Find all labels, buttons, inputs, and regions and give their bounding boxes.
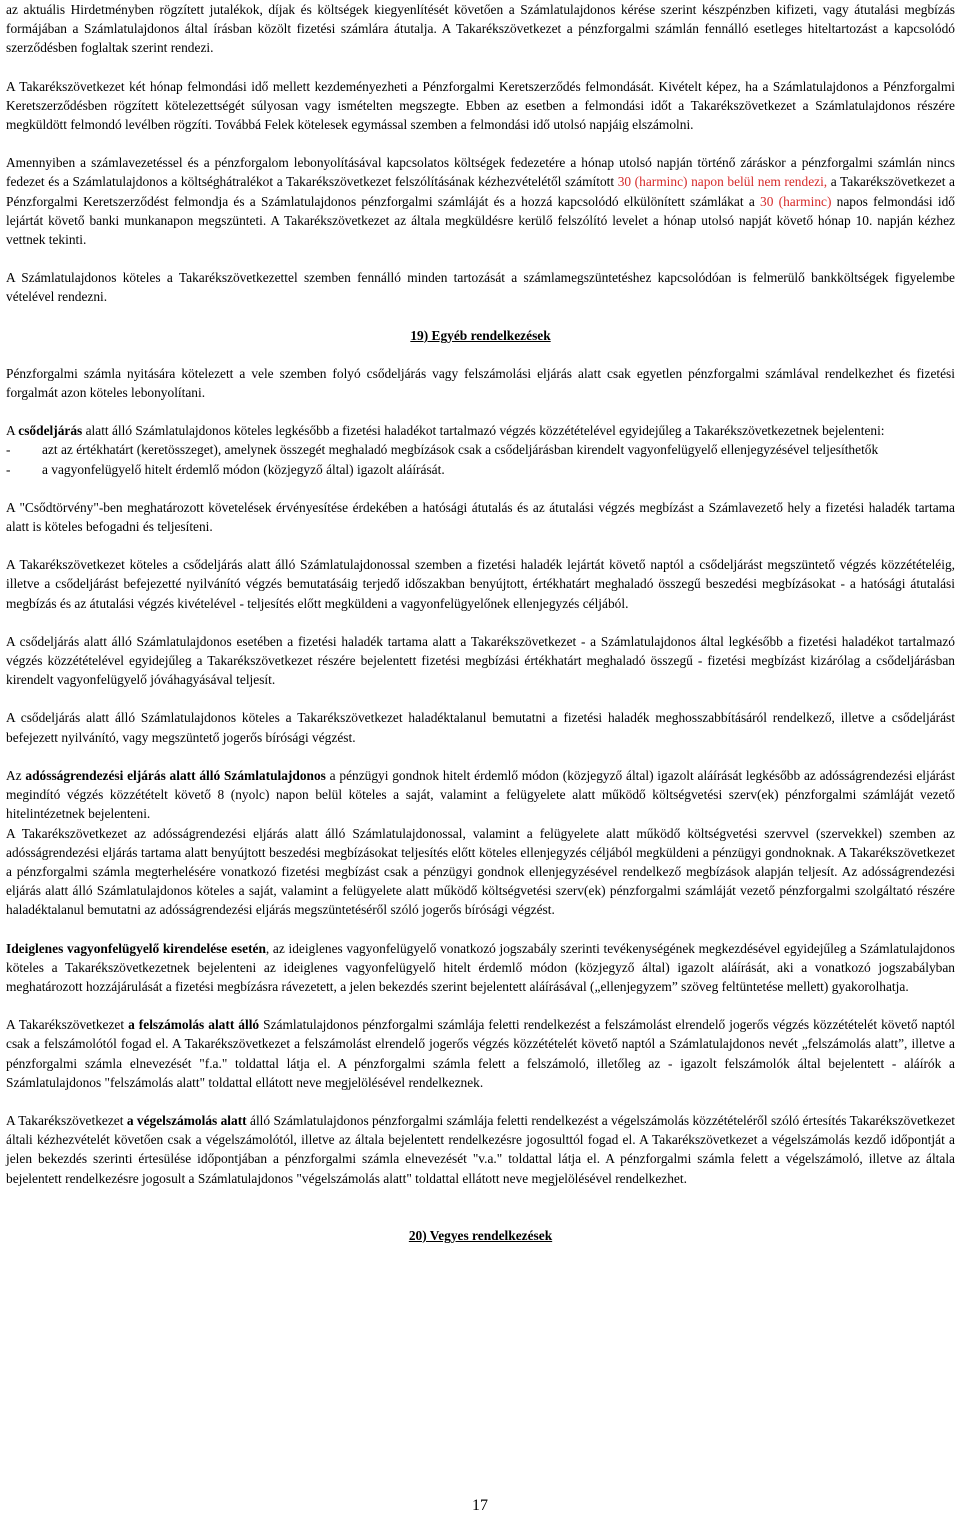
paragraph [6, 421, 955, 440]
document-page [6, 0, 955, 1264]
bullet-dash: - [6, 461, 11, 477]
list-item-text: azt az értékhatárt (keretösszeget), amelynek összegét meghaladó megbízások csak a csődeljárásban kirendelt vagyonfelügyelő ellenjegyzésével teljesíthetők [42, 442, 879, 458]
text-run: A Takarékszövetkezet [6, 1112, 127, 1128]
bold-term: Ideiglenes vagyonfelügyelő kirendelése esetén [6, 940, 266, 956]
text-run: Amennyiben a számlavezetéssel és a pénzforgalom lebonyolításával kapcsolatos költségek fedezetére a hónap utolsó napján történő záráskor a pénzforgalmi számlán nincs fedezet és a Számlatulajdonos a költséghátralékot a Takarékszövetkezet felszólításának kézhezvételétől számított [6, 155, 955, 190]
paragraph: A Takarékszövetkezet köteles a csődeljárás alatt álló Számlatulajdonossal szemben a fizetési haladék lejártát követő naptól a csődeljárást megszüntető végzés közzétételéig, illetve a csődeljárást befejezetté nyilvánító végzés bemutatásáig terjedő időszakban benyújtott, értékhatárt meghaladó összegű beszedési megbízásokat - a hatósági átutalási megbízás és az átutalási végzés kivételével - teljesítés előtt megküldeni a vagyonfelügyelőnek ellenjegyzés céljából. [6, 557, 955, 611]
bold-term: a végelszámolás alatt [126, 1112, 247, 1128]
paragraph [6, 1015, 955, 1092]
paragraph: A Takarékszövetkezet az adósságrendezési eljárás alatt álló Számlatulajdonossal, valamint a felügyelete alatt működő költségvetési szervvel (szervekkel) szemben az adósságrendezési eljárás tartama alatt benyújtott beszedési megbízásokat teljesítés előtt köteles ellenjegyzés céljából megküldeni a pénzügyi gondnoknak. A Takarékszövetkezet a pénzforgalmi számla megterhelésére vonatkozó fizetési megbízást csak a pénzügyi gondnok ellenjegyzésével rendelkező megbízások alapján teljesít. Az adósságrendezési eljárás alatt álló Számlatulajdonos köteles a saját, valamint a felügyelete alatt működő költségvetési szerv(ek) pénzforgalmi számláját vezető pénzforgalmi szolgáltató részére haladéktalanul bemutatni az adósságrendezési eljárás megszüntetéséről szóló jogerős bírósági végzést. [6, 825, 955, 918]
text-run: álló Számlatulajdonos pénzforgalmi számlája feletti rendelkezést a végelszámolás közzétételéről szóló értesítés Takarékszövetkezet általi kézhezvételét követően csak a végelszámolótól, illetve az általa bejelentett rendelkezésre jogosulttól fogad el. A Takarékszövetkezet a végelszámolás kezdő időpontját a jelen bekezdés szerinti értesülése időpontjában a pénzforgalmi számla elnevezését "v.a." toldattal látja el. A pénzforgalmi számla felett a végelszámoló, illetve az általa bejelentett rendelkezésre jogosult a Számlatulajdonos "végelszámolás alatt" toldattal ellátott neve megjelölésével rendelkezhet. [6, 1112, 955, 1186]
paragraph: az aktuális Hirdetményben rögzített jutalékok, díjak és költségek kiegyenlítését követően a Számlatulajdonos kérése szerint készpénzben kifizeti, vagy átutalási megbízás formájában a Számlatulajdonos által írásban közölt fizetési számlára átutalja. A Takarékszövetkezet a pénzforgalmi számlán fennálló esetleges hiteltartozást a kapcsolódó szerződésben foglaltak szerint rendezi. [6, 2, 955, 56]
paragraph [6, 939, 955, 997]
page-number: 17 [472, 1497, 488, 1514]
text-run: a pénzügyi gondnok hitelt érdemlő módon (közjegyző által) igazolt aláírását legkésőbb az adósságrendezési eljárást megindító végzés közzétételt követő 8 (nyolc) napon belül köteles a saját, valamint a felügyelete alatt működő költségvetési szerv(ek) pénzforgalmi számláját vezető hitelintézetnek bejelenteni. [6, 767, 955, 822]
bullet-dash: - [6, 442, 11, 458]
text-run: A Takarékszövetkezet [6, 1017, 129, 1033]
paragraph: A "Csődtörvény"-ben meghatározott követelések érvényesítése érdekében a hatósági átutalás és az átutalási végzés megbízást a Számlavezető hely a fizetési haladék tartama alatt is köteles befogadni és teljesíteni. [6, 499, 955, 535]
list-item [6, 460, 955, 479]
text-run: Az [6, 767, 26, 783]
paragraph: A Számlatulajdonos köteles a Takarékszövetkezettel szemben fennálló minden tartozását a számlamegszüntetéshez kapcsolódóan is felmerülő bankköltségek figyelembe vételével rendezni. [6, 270, 955, 305]
bullet-list [6, 440, 955, 478]
highlighted-text: 30 (harminc) [760, 193, 832, 209]
text-run: Számlatulajdonos pénzforgalmi számlája feletti rendelkezést a felszámolást elrendelő jogerős végzés közzétételét követő naptól csak a felszámolótól fogad el. A Takarékszövetkezet a felszámolást elrendelő jogerős végzés közzétételét követő naptól a Számlatulajdonos nevét „felszámolás alatt”, illetve a pénzforgalmi számla elnevezését "f.a." toldattal látja el. A pénzforgalmi számla felett a felszámoló, illetőleg az - igazolt felszámolók által bejelentett - aláírók a Számlatulajdonos "felszámolás alatt" toldattal ellátott neve megjelölésével rendelkeznek. [6, 1017, 955, 1090]
bold-term: csődeljárás [18, 423, 83, 439]
text-run: alatt álló Számlatulajdonos köteles legkésőbb a fizetési haladékot tartalmazó végzés közzétételével egyidejűleg a Takarékszövetkezetnek bejelenteni: [82, 423, 885, 439]
list-item [6, 440, 955, 459]
list-item-text: a vagyonfelügyelő hitelt érdemlő módon (közjegyző által) igazolt aláírását. [42, 461, 445, 477]
text-run: A [6, 423, 19, 439]
bold-term: a felszámolás alatt álló [128, 1017, 260, 1033]
paragraph: Pénzforgalmi számla nyitására kötelezett a vele szemben folyó csődeljárás vagy felszámolási eljárás alatt csak egyetlen pénzforgalmi számlával rendelkezhet és fizetési forgalmát azon köteles lebonyolítani. [6, 365, 955, 401]
paragraph: A csődeljárás alatt álló Számlatulajdonos köteles a Takarékszövetkezet haladéktalanul bemutatni a fizetési haladék meghosszabbításáról rendelkező, illetve a csődeljárást befejezett nyilvánító, vagy megszüntető jogerős bírósági végzést. [6, 710, 955, 745]
section-heading: 19) Egyéb rendelkezések [410, 327, 551, 343]
text-run: a Takarékszövetkezet a Pénzforgalmi Keretszerződést felmondja és a Számlatulajdonos pénzforgalmi számláját és a hozzá kapcsolódó elkülönített számlákat a [6, 174, 955, 209]
section-heading: 20) Vegyes rendelkezések [408, 1227, 553, 1243]
paragraph [6, 1111, 955, 1188]
text-run: , az ideiglenes vagyonfelügyelő vonatkozó jogszabály szerinti tevékenységének megkezdésével egyidejűleg a Számlatulajdonos köteles a Takarékszövetkezetnek bejelenteni az ideiglenes vagyonfelügyelő hitelt érdemlő módon (közjegyző által) igazolt aláírását, aki a vonatkozó jogszabályban meghatározott hozzájárulását a fizetési megbízásra rávezetett, a jelen bekezdés szerint bejelentett aláírásával („ellenjegyzem” szöveg feltüntetése mellett) gyakorolhatja. [6, 940, 955, 994]
paragraph [6, 766, 955, 824]
highlighted-text: 30 (harminc) napon belül nem rendezi, [617, 174, 828, 190]
paragraph: A csődeljárás alatt álló Számlatulajdonos esetében a fizetési haladék tartama alatt a Takarékszövetkezet - a Számlatulajdonos által legkésőbb a fizetési haladékot tartalmazó végzés közzétételével egyidejűleg a Takarékszövetkezet részére bejelentett fizetési megbízási értékhatárt meghaladó összegű - fizetési megbízást kizárólag a csődeljárásban kirendelt vagyonfelügyelő jóváhagyásával teljesít. [6, 633, 955, 688]
text-run: napos felmondási idő lejártát követő banki munkanapon megszünteti. A Takarékszövetkezet az általa megküldésre kerülő felszólító levelet a hónap utolsó napját követő hónap 10. napján kézhez vettnek tekinti. [6, 193, 955, 248]
paragraph [6, 153, 955, 249]
paragraph: A Takarékszövetkezet két hónap felmondási idő mellett kezdeményezheti a Pénzforgalmi Keretszerződés felmondását. Kivételt képez, ha a Számlatulajdonos a Pénzforgalmi Keretszerződésben rögzített kötelezettségét súlyosan vagy ismételten megszegte. Ebben az esetben a felmondási időt a Takarékszövetkezet a Számlatulajdonos részére megküldött felmondó levélben rögzíti. Továbbá Felek kötelesek egymással szemben a felmondási idő utolsó napjáig elszámolni. [6, 78, 955, 133]
bold-term: adósságrendezési eljárás alatt álló Számlatulajdonos [25, 767, 326, 783]
spacer [6, 1207, 955, 1226]
